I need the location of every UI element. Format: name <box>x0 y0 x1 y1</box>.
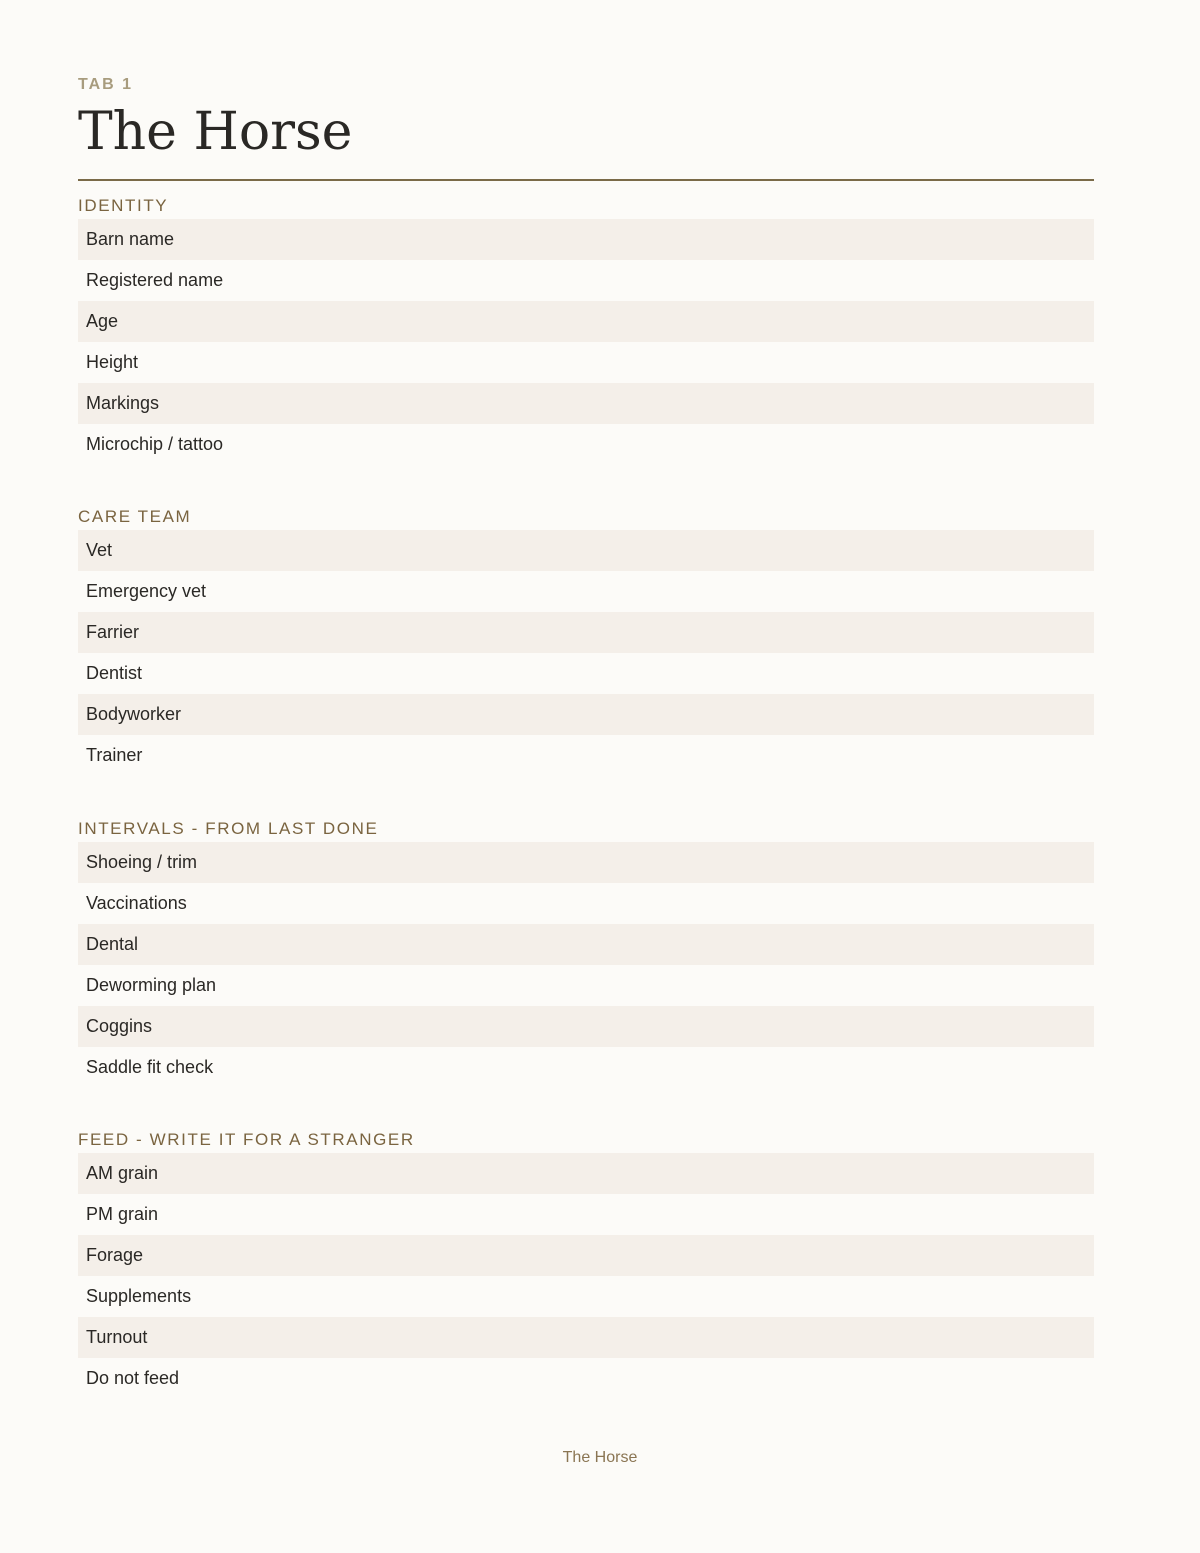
field-row: AM grain <box>78 1153 1094 1194</box>
field-row: Emergency vet <box>86 581 207 601</box>
section-heading: IDENTITY <box>78 196 169 215</box>
field-row: Vet <box>78 530 1094 571</box>
field-row: Saddle fit check <box>86 1057 214 1077</box>
field-row: Vaccinations <box>86 893 187 913</box>
field-row: Do not feed <box>86 1368 180 1388</box>
page-footer: The Horse <box>562 1449 638 1466</box>
field-row: Trainer <box>86 745 143 765</box>
field-row: Barn name <box>78 219 1094 260</box>
field-row: Deworming plan <box>86 975 217 995</box>
field-row: Dental <box>78 924 1094 965</box>
section-intervals <box>78 819 1094 1088</box>
section-care-team <box>78 507 1094 776</box>
section-feed <box>78 1130 1094 1399</box>
section-heading: CARE TEAM <box>78 507 192 526</box>
field-row: Shoeing / trim <box>78 842 1094 883</box>
title-divider <box>78 179 1094 181</box>
page-title: The Horse <box>78 102 353 162</box>
field-row: Microchip / tattoo <box>86 434 224 454</box>
field-row: Forage <box>78 1235 1094 1276</box>
section-identity <box>78 196 1094 465</box>
section-heading: FEED - WRITE IT FOR A STRANGER <box>78 1130 415 1149</box>
field-row: Coggins <box>78 1006 1094 1047</box>
field-row: Bodyworker <box>78 694 1094 735</box>
field-row: Height <box>86 352 139 372</box>
field-row: Registered name <box>86 270 224 290</box>
field-row: Turnout <box>78 1317 1094 1358</box>
field-row: Age <box>78 301 1094 342</box>
field-row: Dentist <box>86 663 143 683</box>
field-row: Farrier <box>78 612 1094 653</box>
field-row: Markings <box>78 383 1094 424</box>
section-heading: INTERVALS - FROM LAST DONE <box>78 819 379 838</box>
tab-label: TAB 1 <box>78 76 134 93</box>
field-row: PM grain <box>86 1204 159 1224</box>
field-row: Supplements <box>86 1286 192 1306</box>
